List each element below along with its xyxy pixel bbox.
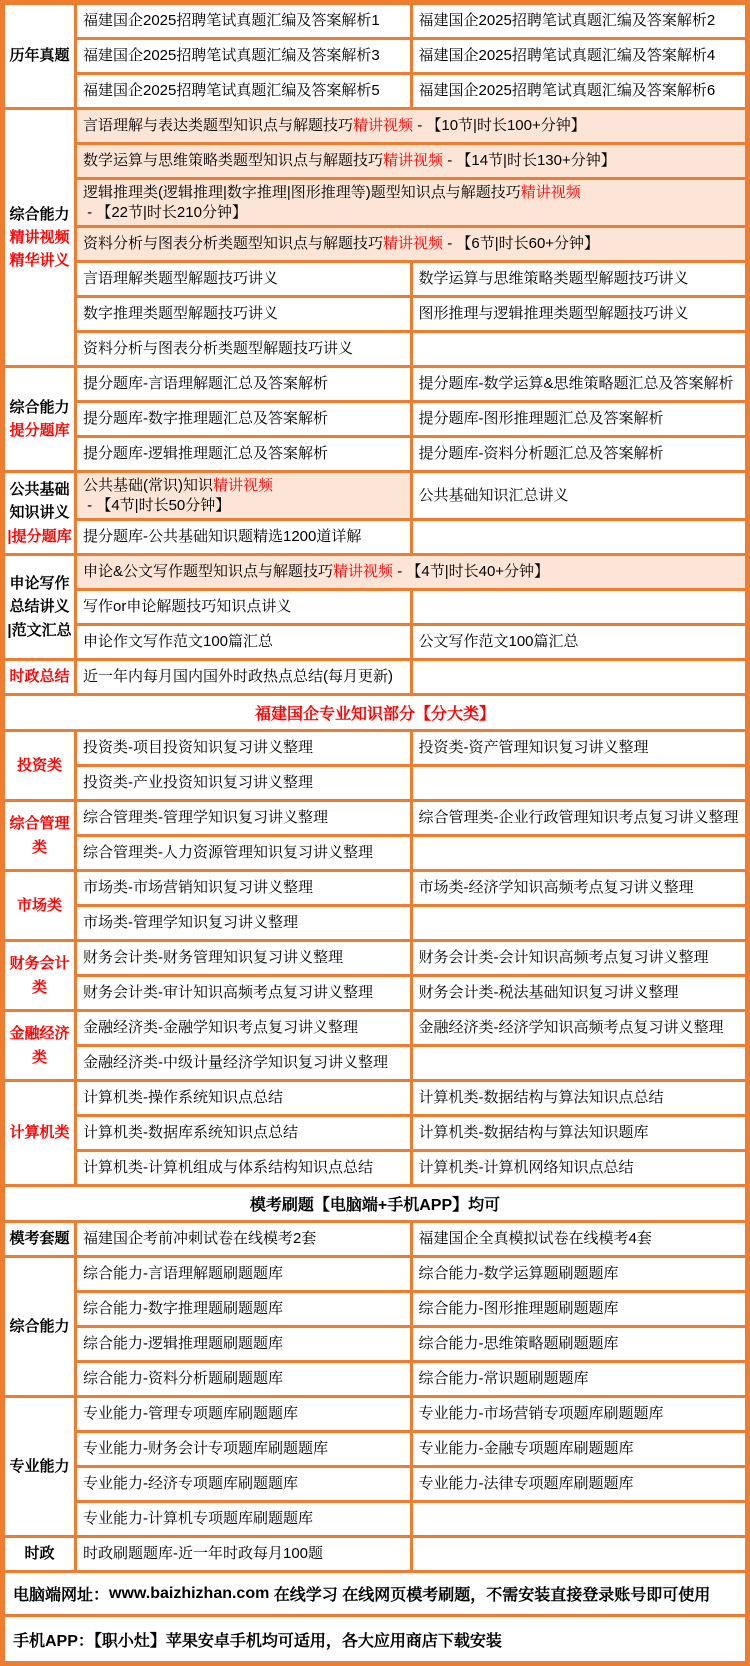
table-cell [77,907,413,939]
cell-text: 图形推理与逻辑推理类题型解题技巧讲义 [418,305,689,323]
table-cell [77,1433,413,1465]
table-cell [77,110,745,142]
cell-text: 综合能力-数学运算题刷题题库 [418,1265,619,1283]
cell-text: 福建国企2025招聘笔试真题汇编及答案解析5 [83,82,380,100]
website-url: www.baizhizhan.com [109,1584,270,1602]
table-cell [413,1538,746,1570]
table-cell [413,1293,746,1325]
cell-text: 投资类-项目投资知识复习讲义整理 [83,739,313,757]
table-cell [413,907,746,939]
table-cell [413,368,746,400]
cell-text: 综合能力-言语理解题刷题题库 [83,1265,283,1283]
table-cell [77,145,745,177]
cell-text: 提分题库-逻辑推理题汇总及答案解析 [83,445,328,463]
section-mock-sets [5,1223,745,1258]
section-rows [77,802,745,869]
table-row [77,907,745,939]
cell-text: 专业能力-经济专项题库刷题题库 [83,1475,298,1493]
cell-text: 数学运算与思维策略类题型知识点与解题技巧 [83,152,384,170]
section-label-essay-writing [5,556,77,658]
table-cell [413,1398,746,1430]
table-cell [77,1047,413,1079]
table-row [77,368,745,403]
cell-text: 公共基础知识汇总讲义 [418,486,569,504]
table-row [77,263,745,298]
table-cell [77,1258,413,1290]
cell-text: - 【6节|时长60+分钟】 [443,235,600,253]
table-row [77,438,745,470]
table-cell [413,1328,746,1360]
table-row [77,1503,745,1535]
table-cell [77,473,413,518]
table-row [77,837,745,869]
table-cell [77,40,413,72]
cell-text: 计算机类-操作系统知识点总结 [83,1089,283,1107]
cell-text: 专业能力-计算机专项题库刷题题库 [83,1510,313,1528]
cell-text: 金融经济类-经济学知识高频考点复习讲义整理 [418,1019,724,1037]
cell-text: 提分题库-图形推理题汇总及答案解析 [418,410,664,428]
section-rows [77,942,745,1009]
section-professional-ability [5,1398,745,1538]
section-rows [77,1082,745,1184]
section-label-line: 金融经济类 [9,1025,70,1066]
cell-text: 言语理解与表达类题型知识点与解题技巧 [83,117,354,135]
cell-text: 写作or申论解题技巧知识点讲义 [83,598,292,616]
table-cell [77,368,413,400]
table-cell [413,5,746,37]
highlighted-text: 精讲视频 [383,152,444,170]
table-cell [413,1082,746,1114]
cell-text: 财务会计类-税法基础知识复习讲义整理 [418,984,679,1002]
highlighted-text: 精讲视频 [213,477,274,494]
cell-text: 逻辑推理类(逻辑推理|数字推理|图形推理等)题型知识点与解题技巧 [83,184,521,201]
section-rows [77,1223,745,1255]
cell-text: - 【4节|时长50分钟】 [83,496,231,514]
table-row [77,298,745,333]
table-cell [413,872,746,904]
section-current-affairs [5,1538,745,1573]
section-label-line: 时政 [24,1545,55,1563]
band-text: 福建国企专业知识部分【分大类】 [254,706,495,723]
table-cell [413,591,746,623]
table-cell [413,732,746,764]
section-label-line: 模考套题 [9,1230,70,1248]
table-row [77,145,745,180]
section-label-line: 市场类 [16,896,62,914]
cell-text: 提分题库-数字推理题汇总及答案解析 [83,410,328,428]
section-market [5,872,745,942]
table-cell [413,1012,746,1044]
table-cell [77,802,413,834]
table-cell [413,438,746,470]
table-cell [413,403,746,435]
section-investment [5,732,745,802]
band-text: 模考刷题【电脑端+手机APP】均可 [249,1197,501,1214]
section-finance-economics [5,1012,745,1082]
cell-text: 数学运算与思维策略类题型解题技巧讲义 [418,270,689,288]
section-label-line: 综合能力 [9,398,70,416]
table-cell [77,837,413,869]
section-label-finance-accounting [5,942,77,1009]
table-row [77,110,745,145]
table-cell [413,1503,746,1535]
cell-text: 综合管理类-人力资源管理知识复习讲义整理 [83,844,373,862]
table-cell [77,1152,413,1184]
section-rows [77,556,745,658]
band-text: 在线学习 在线网页模考刷题，不需安装直接登录账号即可使用 [269,1587,711,1604]
table-cell [77,1012,413,1044]
section-label-market [5,872,77,939]
cell-text: - 【22节|时长210分钟】 [83,203,247,221]
table-cell [77,521,413,553]
section-label-line: 财务会计类 [9,955,70,996]
section-label-line: 计算机类 [9,1124,70,1142]
cell-text: 公文写作范文100篇汇总 [418,633,579,651]
table-row [77,1433,745,1468]
table-cell [77,1223,413,1255]
cell-text: 专业能力-金融专项题库刷题题库 [418,1440,634,1458]
table-cell [77,180,745,225]
table-cell [413,1433,746,1465]
table-cell [77,626,413,658]
section-label-line: 精华讲义 [9,252,70,270]
highlighted-text: 精讲视频 [353,117,414,135]
cell-text: 市场类-管理学知识复习讲义整理 [83,914,298,932]
cell-text: 福建国企2025招聘笔试真题汇编及答案解析3 [83,47,380,65]
cell-text: 福建国企2025招聘笔试真题汇编及答案解析6 [418,82,716,100]
section-label-line: 综合能力 [9,205,70,223]
cell-text: 计算机类-计算机组成与体系结构知识点总结 [83,1159,373,1177]
table-cell [413,942,746,974]
cell-text: 金融经济类-中级计量经济学知识复习讲义整理 [83,1054,388,1072]
section-label-line: 知识讲义 [9,504,70,522]
cell-text: 综合能力-图形推理题刷题题库 [418,1300,619,1318]
footer-mobile-app [5,1617,745,1661]
cell-text: 福建国企全真模拟试卷在线模考4套 [418,1230,652,1248]
table-cell [77,1398,413,1430]
table-row [77,1328,745,1363]
table-row [77,180,745,228]
table-cell [77,591,413,623]
table-row [77,872,745,907]
table-cell [77,767,413,799]
cell-text: 计算机类-数据库系统知识点总结 [83,1124,298,1142]
table-row [77,591,745,626]
section-rows [77,110,745,365]
cell-text: 投资类-资产管理知识复习讲义整理 [418,739,649,757]
table-row [77,228,745,263]
cell-text: 综合能力-数字推理题刷题题库 [83,1300,283,1318]
table-row [77,1468,745,1503]
cell-text: 计算机类-计算机网络知识点总结 [418,1159,634,1177]
table-row [77,1047,745,1079]
highlighted-text: 精讲视频 [333,563,394,581]
table-cell [77,1503,413,1535]
table-cell [77,556,745,588]
table-cell [413,75,746,107]
section-label-comprehensive-video-notes [5,110,77,365]
table-row [77,1012,745,1047]
cell-text: 福建国企2025招聘笔试真题汇编及答案解析2 [418,12,716,30]
table-cell [413,626,746,658]
table-cell [413,767,746,799]
section-comprehensive-ability [5,1258,745,1398]
table-row [77,1152,745,1184]
table-row [77,1398,745,1433]
cell-text: 综合能力-常识题刷题题库 [418,1370,589,1388]
section-label-line: 申论写作 [9,575,70,593]
table-cell [413,263,746,295]
section-label-comprehensive-ability [5,1258,77,1395]
table-cell [413,661,746,693]
cell-text: 综合能力-逻辑推理题刷题题库 [83,1335,283,1353]
table-cell [77,1082,413,1114]
section-comprehensive-question-bank [5,368,745,473]
cell-text: 近一年内每月国内国外时政热点总结(每月更新) [83,668,393,686]
table-cell [413,1363,746,1395]
table-cell [77,732,413,764]
cell-text: 申论&公文写作题型知识点与解题技巧 [83,563,334,581]
table-cell [77,333,413,365]
section-label-investment [5,732,77,799]
section-label-line: 历年真题 [9,47,70,65]
section-label-current-affairs [5,1538,77,1570]
section-essay-writing [5,556,745,661]
section-rows [77,1012,745,1079]
table-cell [413,40,746,72]
table-row [77,1293,745,1328]
table-cell [77,5,413,37]
cell-text: 专业能力-法律专项题库刷题题库 [418,1475,634,1493]
table-cell [413,1047,746,1079]
cell-text: 综合能力-资料分析题刷题题库 [83,1370,283,1388]
cell-text: 提分题库-公共基础知识题精选1200道详解 [83,528,362,546]
table-row [77,75,745,107]
section-rows [77,1398,745,1535]
table-cell [77,1328,413,1360]
cell-text: 时政刷题题库-近一年时政每月100题 [83,1545,324,1563]
cell-text: 福建国企2025招聘笔试真题汇编及答案解析4 [418,47,716,65]
table-cell [413,1258,746,1290]
table-cell [77,661,413,693]
cell-text: 专业能力-管理专项题库刷题题库 [83,1405,298,1423]
table-row [77,1258,745,1293]
cell-text: 计算机类-数据结构与算法知识题库 [418,1124,649,1142]
table-row [77,5,745,40]
table-cell [413,333,746,365]
table-row [77,40,745,75]
section-label-finance-economics [5,1012,77,1079]
table-cell [77,75,413,107]
cell-text: 综合管理类-管理学知识复习讲义整理 [83,809,328,827]
table-cell [413,837,746,869]
table-row [77,473,745,521]
table-cell [77,228,745,260]
section-public-basics [5,473,745,556]
section-label-line: 精讲视频 [9,228,70,246]
cell-text: 资料分析与图表分析类题型知识点与解题技巧 [83,235,384,253]
cell-text: 提分题库-资料分析题汇总及答案解析 [418,445,664,463]
highlighted-text: 精讲视频 [383,235,444,253]
section-label-mock-sets [5,1223,77,1255]
cell-text: 福建国企2025招聘笔试真题汇编及答案解析1 [83,12,380,30]
cell-text: - 【10节|时长100+分钟】 [413,117,586,135]
section-comprehensive-video-notes [5,110,745,368]
cell-text: 金融经济类-金融学知识考点复习讲义整理 [83,1019,358,1037]
section-label-computer [5,1082,77,1184]
header-mock-exams [5,1187,745,1223]
table-row [77,626,745,658]
table-cell [413,298,746,330]
cell-text: - 【14节|时长130+分钟】 [443,152,616,170]
section-label-comprehensive-question-bank [5,368,77,470]
table-row [77,977,745,1009]
band-text: 手机APP：【职小灶】苹果安卓手机均可适用，各大应用商店下载安装 [13,1632,502,1650]
table-row [77,732,745,767]
table-cell [77,872,413,904]
section-finance-accounting [5,942,745,1012]
table-row [77,942,745,977]
cell-text: 数字推理类题型解题技巧讲义 [83,305,279,323]
table-cell [77,1363,413,1395]
section-general-management [5,802,745,872]
table-cell [77,298,413,330]
cell-text: 综合管理类-企业行政管理知识考点复习讲义整理 [418,809,739,827]
table-row [77,1223,745,1255]
table-cell [77,1293,413,1325]
cell-text: 市场类-市场营销知识复习讲义整理 [83,879,313,897]
table-row [77,403,745,438]
section-label-line: 提分题库 [9,422,70,439]
table-row [77,661,745,693]
table-cell [77,1538,413,1570]
cell-text: 专业能力-财务会计专项题库刷题题库 [83,1440,328,1458]
table-cell [413,977,746,1009]
cell-text: 言语理解类题型解题技巧讲义 [83,270,279,288]
highlighted-text: 精讲视频 [520,184,581,201]
table-cell [77,942,413,974]
cell-text: 财务会计类-会计知识高频考点复习讲义整理 [418,949,709,967]
section-label-line: 投资类 [16,756,62,774]
section-rows [77,872,745,939]
table-cell [413,1117,746,1149]
section-current-affairs-summary [5,661,745,696]
cell-text: 财务会计类-审计知识高频考点复习讲义整理 [83,984,373,1002]
section-rows [77,368,745,470]
cell-text: 公共基础(常识)知识 [83,477,213,494]
table-cell [413,521,746,553]
table-row [77,556,745,591]
cell-text: 市场类-经济学知识高频考点复习讲义整理 [418,879,694,897]
cell-text: 计算机类-数据结构与算法知识点总结 [418,1089,664,1107]
section-label-line: |提分题库 [7,527,72,545]
section-label-line: 总结讲义 [9,598,70,616]
cell-text: 综合能力-思维策略题刷题题库 [418,1335,619,1353]
table-row [77,1363,745,1395]
section-label-line: 时政总结 [9,668,70,686]
section-label-past-exams [5,5,77,107]
table-cell [77,977,413,1009]
table-cell [413,473,746,518]
section-rows [77,1258,745,1395]
section-label-current-affairs-summary [5,661,77,693]
table-cell [77,438,413,470]
section-label-line: 综合能力 [9,1317,70,1335]
section-computer [5,1082,745,1187]
section-past-exams [5,5,745,110]
cell-text: 专业能力-市场营销专项题库刷题题库 [418,1405,664,1423]
section-rows [77,1538,745,1570]
table-cell [77,1117,413,1149]
section-label-professional-ability [5,1398,77,1535]
table-row [77,1538,745,1570]
table-cell [413,1152,746,1184]
table-row [77,802,745,837]
table-row [77,1117,745,1152]
footer-pc-website [5,1573,745,1617]
section-rows [77,5,745,107]
section-label-line: 公共基础 [9,481,70,499]
table-cell [77,1468,413,1500]
table-cell [413,802,746,834]
table-row [77,333,745,365]
section-label-general-management [5,802,77,869]
table-cell [413,1223,746,1255]
cell-text: 提分题库-言语理解题汇总及答案解析 [83,375,328,393]
section-rows [77,732,745,799]
band-text: 电脑端网址： [13,1587,110,1604]
table-row [77,521,745,553]
header-professional-knowledge [5,696,745,732]
cell-text: 提分题库-数学运算&思维策略题汇总及答案解析 [418,375,734,393]
table-cell [77,263,413,295]
table-row [77,1082,745,1117]
table-cell [77,403,413,435]
section-rows [77,661,745,693]
table-row [77,767,745,799]
section-label-line: 综合管理类 [9,815,70,856]
section-label-line: |范文汇总 [7,621,72,639]
cell-text: 申论作文写作范文100篇汇总 [83,633,274,651]
section-rows [77,473,745,553]
cell-text: 福建国企考前冲刺试卷在线模考2套 [83,1230,317,1248]
section-label-public-basics [5,473,77,553]
section-label-line: 专业能力 [9,1457,70,1475]
table-cell [413,1468,746,1500]
cell-text: - 【4节|时长40+分钟】 [393,563,550,581]
cell-text: 投资类-产业投资知识复习讲义整理 [83,774,313,792]
cell-text: 财务会计类-财务管理知识复习讲义整理 [83,949,343,967]
cell-text: 资料分析与图表分析类题型解题技巧讲义 [83,340,354,358]
